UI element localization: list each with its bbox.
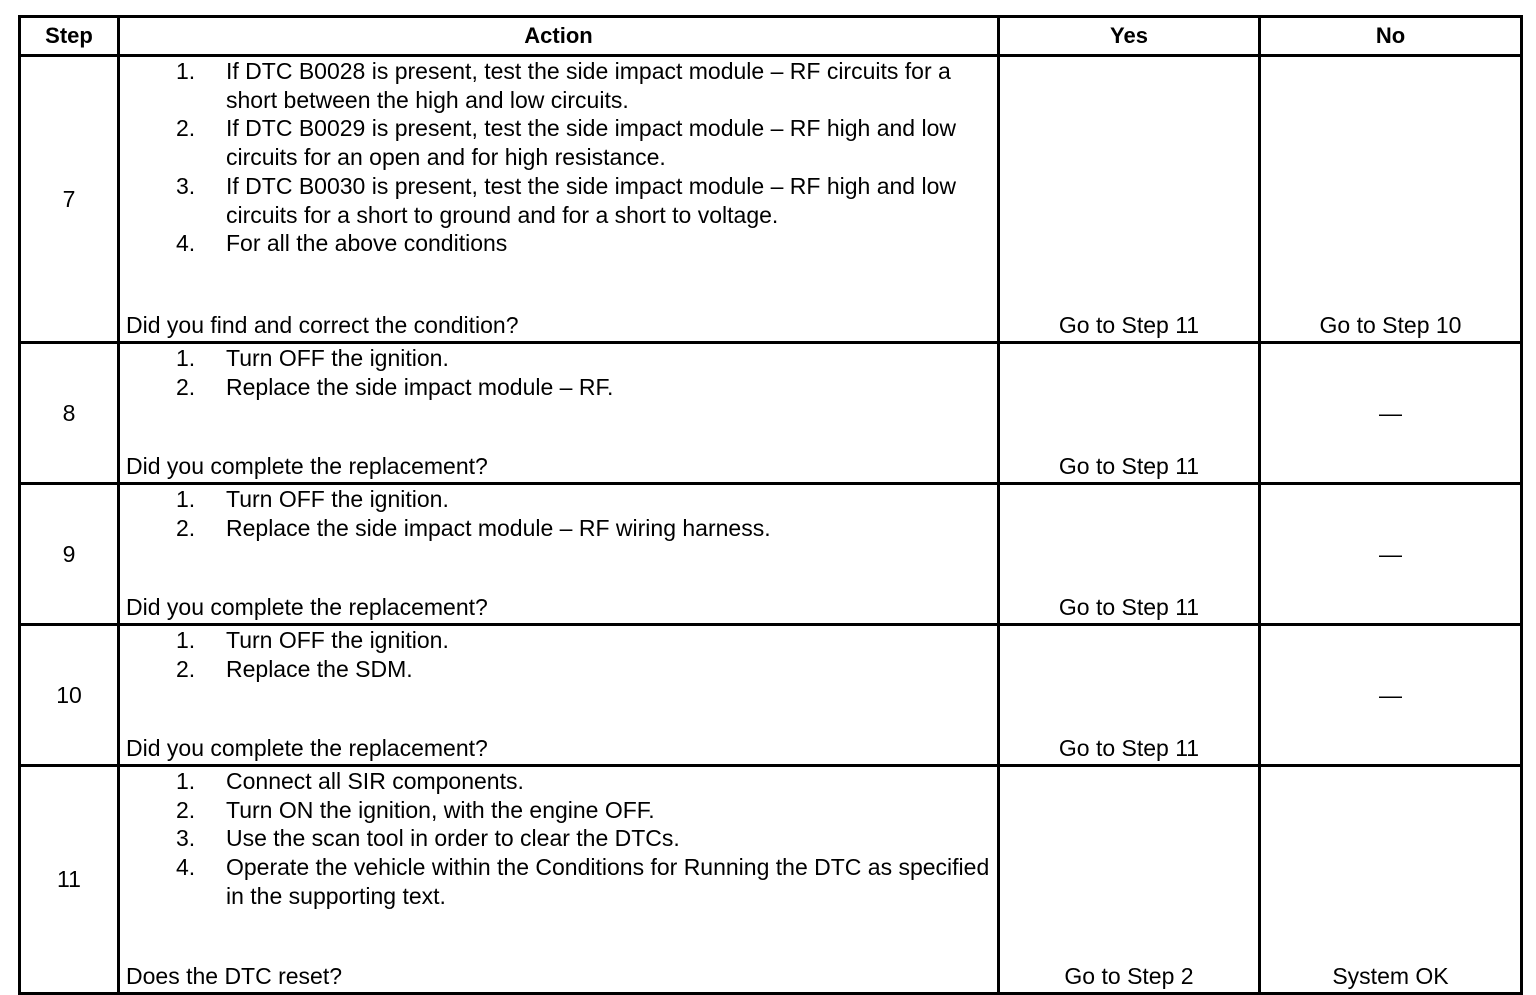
yes-result: Go to Step 11 [999, 56, 1260, 343]
list-item: 1. Turn OFF the ignition. [176, 486, 449, 512]
list-item: 2. If DTC B0029 is present, test the side impact module – RF high and low circuits for an open and for high resistance. [176, 115, 956, 171]
list-item: 4. Operate the vehicle within the Conditions for Running the DTC as specified in the supporting text. [176, 854, 990, 909]
action-steps [126, 344, 997, 401]
list-item: 1. Turn OFF the ignition. [176, 627, 449, 653]
table-row [20, 56, 1522, 343]
table-row [20, 625, 1522, 766]
list-item: 1. Turn OFF the ignition. [176, 345, 449, 371]
yes-result: Go to Step 11 [999, 625, 1260, 766]
list-item: 2. Replace the side impact module – RF wiring harness. [176, 514, 771, 541]
question-text: Did you complete the replacement? [126, 594, 488, 620]
action-steps [126, 57, 997, 258]
question-text: Did you complete the replacement? [126, 453, 488, 479]
no-result: Go to Step 10 [1260, 56, 1522, 343]
table-row [20, 766, 1522, 994]
header-action: Action [119, 17, 999, 56]
no-result: System OK [1260, 766, 1522, 994]
action-cell [119, 343, 999, 484]
yes-result: Go to Step 11 [999, 343, 1260, 484]
step-number: 9 [20, 484, 119, 625]
action-steps [126, 485, 997, 542]
table-row [20, 484, 1522, 625]
list-item: 4. For all the above conditions [176, 230, 508, 257]
action-cell [119, 766, 999, 994]
step-number: 11 [20, 766, 119, 994]
step-number: 10 [20, 625, 119, 766]
action-steps [126, 626, 997, 683]
list-item: 2. Replace the side impact module – RF. [176, 373, 614, 400]
header-step: Step [20, 17, 119, 56]
question-text: Did you complete the replacement? [126, 735, 488, 761]
action-cell [119, 625, 999, 766]
no-result: — [1260, 625, 1522, 766]
no-result: — [1260, 484, 1522, 625]
header-row [20, 17, 1522, 56]
list-item: 3. If DTC B0030 is present, test the side impact module – RF high and low circuits for a short to ground and for a short to voltage. [176, 172, 956, 228]
diagnostic-table [18, 15, 1523, 995]
list-item: 2. Turn ON the ignition, with the engine OFF. [176, 796, 655, 823]
action-steps [126, 767, 997, 911]
action-cell [119, 56, 999, 343]
header-yes: Yes [999, 17, 1260, 56]
question-text: Does the DTC reset? [126, 963, 343, 989]
step-number: 8 [20, 343, 119, 484]
header-no: No [1260, 17, 1522, 56]
list-item: 1. If DTC B0028 is present, test the side impact module – RF circuits for a short between the high and low circuits. [176, 58, 951, 113]
question-text: Did you find and correct the condition? [126, 312, 519, 338]
list-item: 2. Replace the SDM. [176, 655, 413, 682]
step-number: 7 [20, 56, 119, 343]
yes-result: Go to Step 2 [999, 766, 1260, 994]
yes-result: Go to Step 11 [999, 484, 1260, 625]
list-item: 3. Use the scan tool in order to clear the DTCs. [176, 825, 680, 852]
table-row [20, 343, 1522, 484]
list-item: 1. Connect all SIR components. [176, 768, 524, 794]
action-cell [119, 484, 999, 625]
no-result: — [1260, 343, 1522, 484]
